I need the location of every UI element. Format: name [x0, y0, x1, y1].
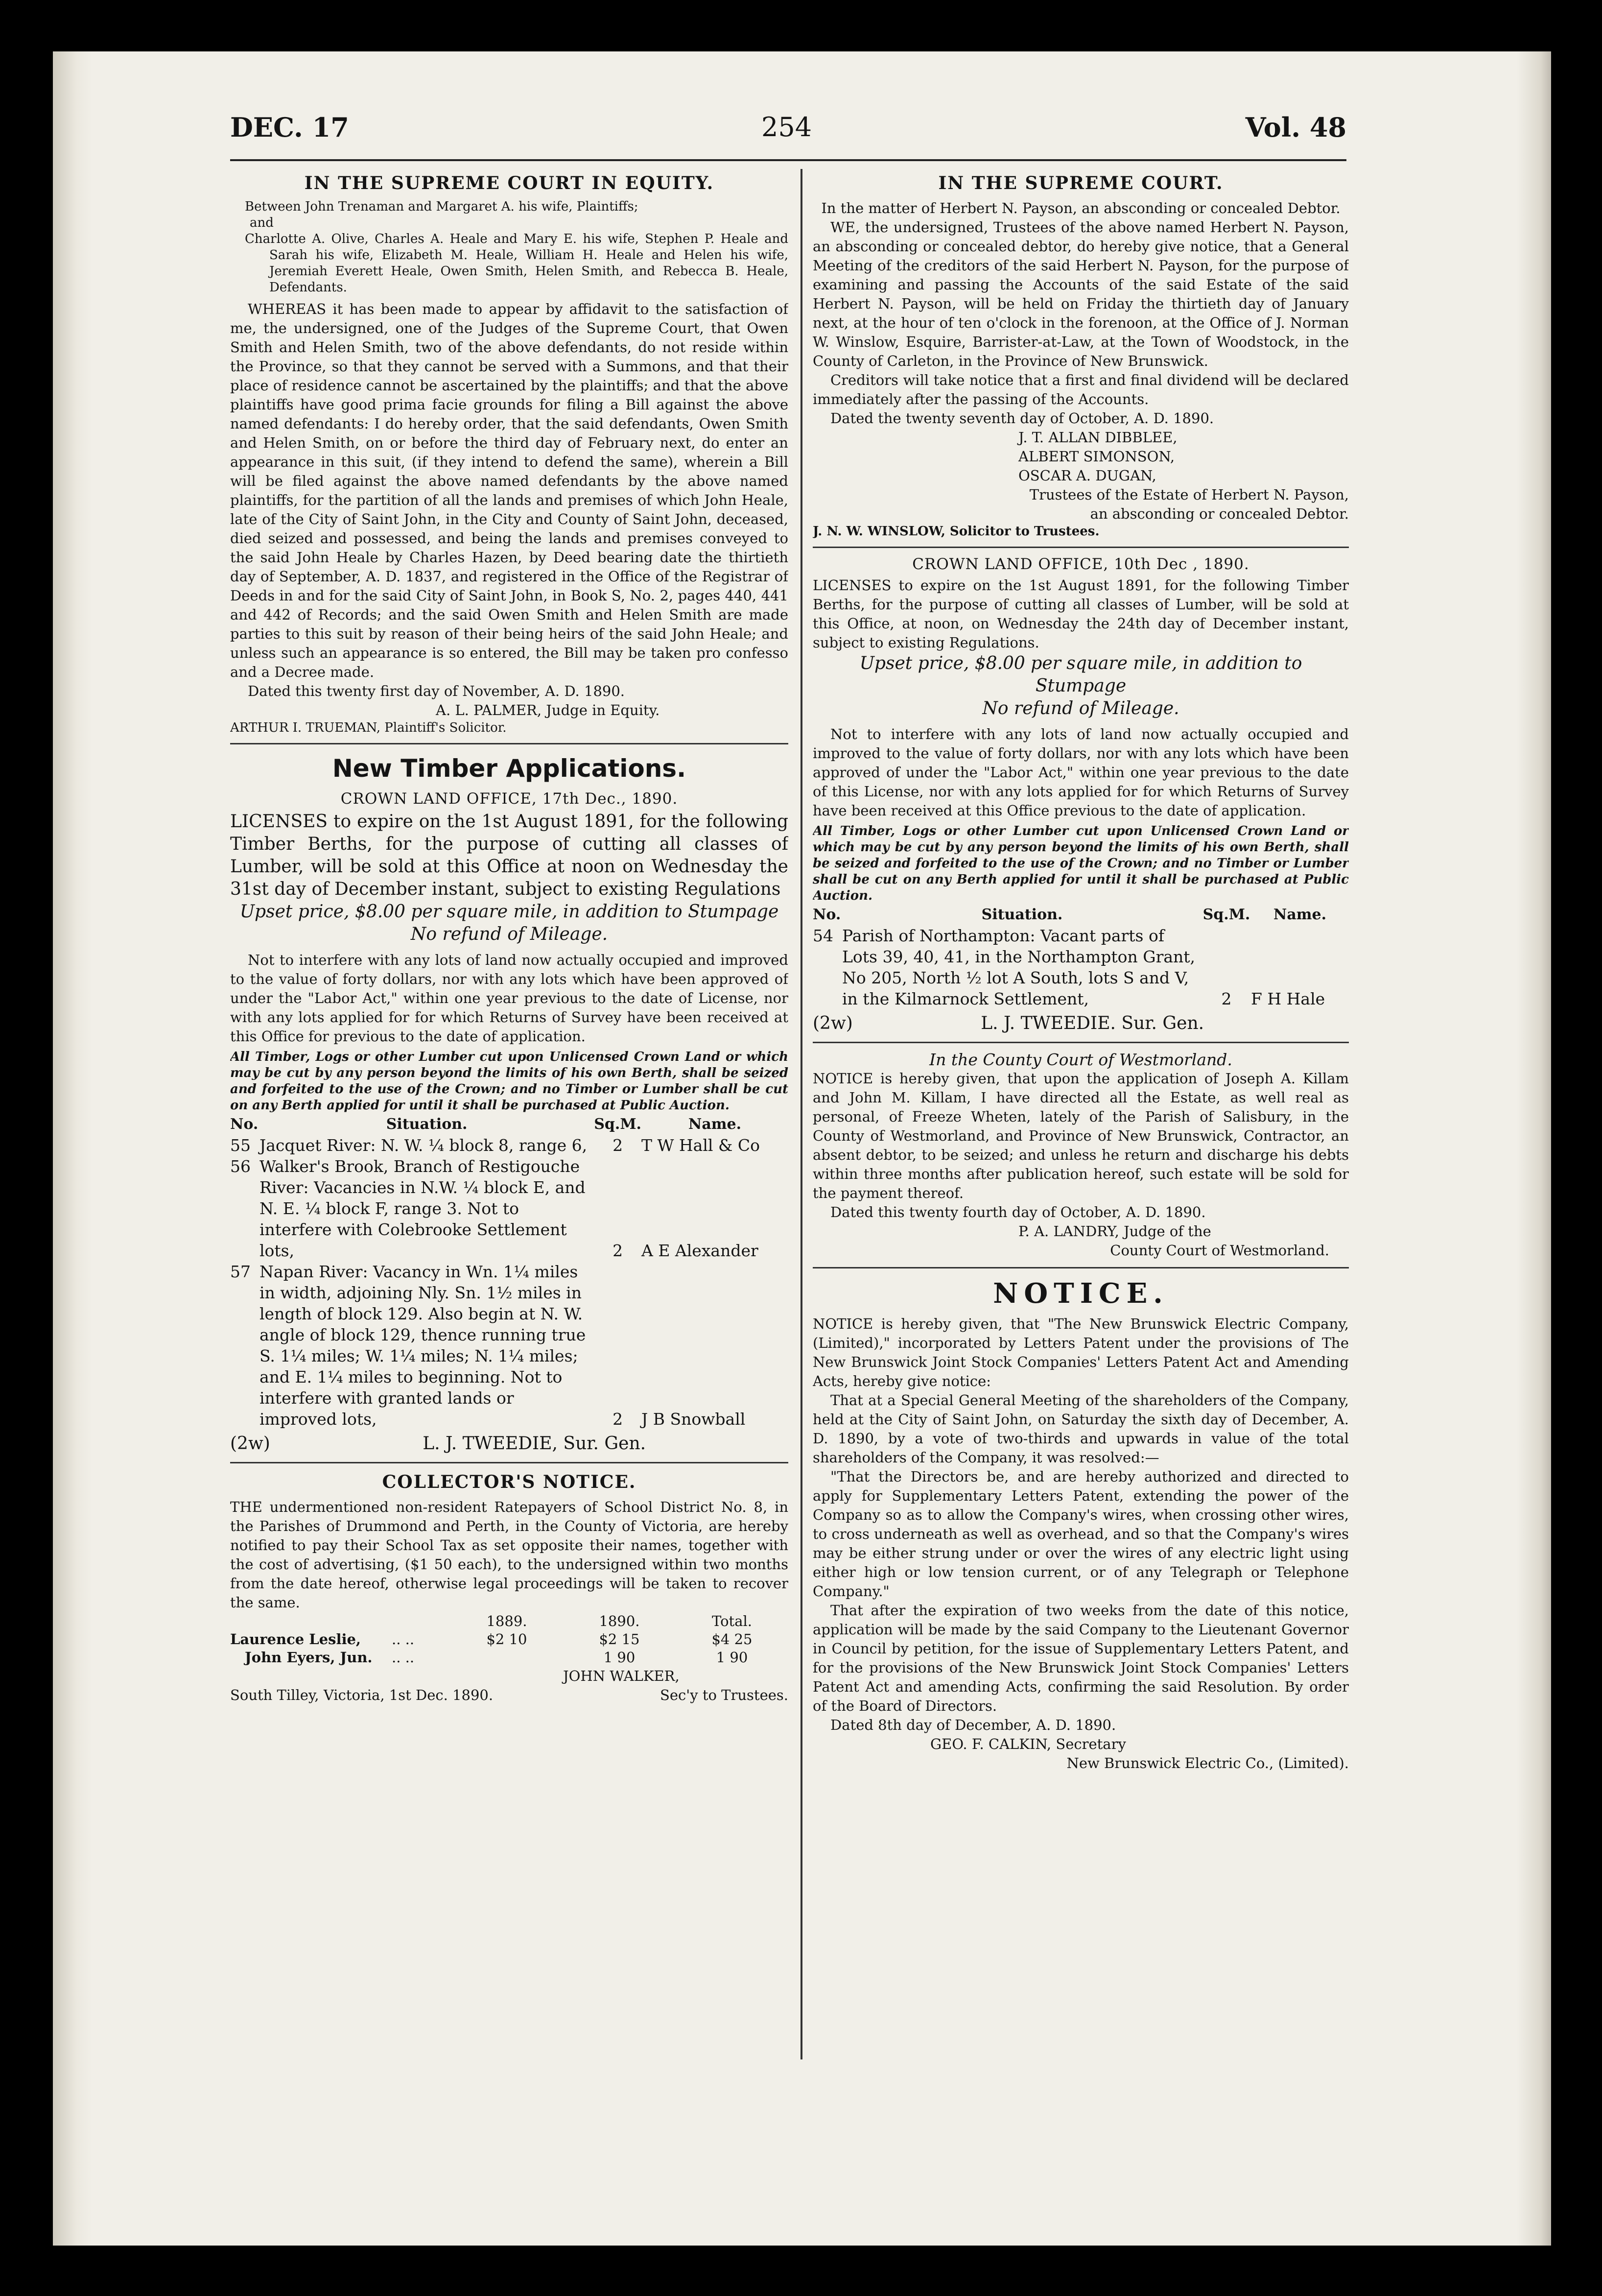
col-name: Name.: [1273, 906, 1327, 923]
westmorland-dated: Dated this twenty fourth day of October, A. D. 1890.: [830, 1204, 1206, 1220]
table-header-row: [813, 904, 1349, 925]
notice-resolution: "That the Directors be, and are hereby authorized and directed to apply for Supplementary Letters Patent, extending the power of the Company so as to allow the Company's wires, when crossing other wires, to cross underneath as well as overhead, and so that the Company's wires may be either strung under or over the wires of any electric light using either high or low tension current, or of any Telegraph or Telephone Company.": [813, 1468, 1349, 1600]
tax-row: [230, 1630, 788, 1649]
column-divider: [801, 169, 802, 2059]
timber-tag: (2w): [230, 1434, 270, 1454]
timber-upset-price: Upset price, $8.00 per square mile, in addition to Stumpage: [239, 902, 779, 922]
equity-signature: A. L. PALMER, Judge in Equity.: [436, 702, 660, 718]
col-no: No.: [813, 906, 841, 923]
collector-heading: COLLECTOR'S NOTICE.: [382, 1472, 636, 1492]
crown-mileage: No refund of Mileage.: [982, 698, 1179, 718]
section-rule: [813, 547, 1349, 548]
col-no: No.: [230, 1116, 259, 1133]
row-sqm: 2: [613, 1410, 623, 1429]
tax-1889: $2 10: [486, 1631, 527, 1648]
row-situation: Walker's Brook, Branch of Restigouche River: Vacancies in N.W. ¼ block E, and N. E. ¼ block F, range 3. Not to interfere with Colebrooke Settlement lots,: [259, 1157, 586, 1260]
trustee-name: OSCAR A. DUGAN,: [1018, 467, 1156, 484]
page-edge-shadow: [1517, 51, 1551, 2246]
equity-dated: Dated this twenty first day of November, A. D. 1890.: [248, 683, 625, 699]
equity-solicitor: ARTHUR I. TRUEMAN, Plaintiff's Solicitor.: [230, 720, 507, 735]
notice-heading: NOTICE.: [993, 1277, 1169, 1310]
westmorland-signature-2: County Court of Westmorland.: [1110, 1242, 1329, 1259]
col-name: Name.: [688, 1116, 742, 1133]
tax-name: John Eyers, Jun.: [245, 1649, 373, 1666]
notice-signature-2: New Brunswick Electric Co., (Limited).: [1066, 1755, 1349, 1771]
notice-after: That after the expiration of two weeks from the date of this notice, application will be made by the said Company to the Lieutenant Governor in Council by petition, for the issue of Supplementary Letters Patent, and for the provisions of the New Brunswick Joint Stock Companies' Letters Patent Act and amending Acts, confirming the said Resolution. By order of the Board of Directors.: [813, 1602, 1349, 1714]
section-rule: [230, 1462, 788, 1463]
crown-all-timber: All Timber, Logs or other Lumber cut upon Unlicensed Crown Land or which may be cut by any person beyond the limits of his own Berth, shall be seized and forfeited to the use of the Crown; and no Timber or Lumber shall be cut on any Berth applied for until it shall be purchased at Public Auction.: [813, 824, 1349, 903]
trustee-name: ALBERT SIMONSON,: [1018, 448, 1175, 465]
row-sqm: 2: [613, 1136, 623, 1155]
col-sqm: Sq.M.: [594, 1116, 641, 1133]
section-rule: [813, 1267, 1349, 1268]
tax-name: Laurence Leslie,: [230, 1631, 361, 1648]
supreme-trustees-of-2: an absconding or concealed Debtor.: [1090, 505, 1349, 522]
tax-header-row: [230, 1612, 788, 1630]
timber-heading: New Timber Applications.: [332, 754, 686, 783]
crown-signature-line: [813, 1012, 1349, 1035]
tax-1889: [450, 1649, 563, 1667]
tax-total: $4 25: [711, 1631, 753, 1648]
timber-applications: [230, 751, 788, 1455]
timber-signature-line: [230, 1433, 788, 1455]
collector-place-line: [230, 1686, 788, 1705]
notice-body: NOTICE is hereby given, that "The New Brunswick Electric Company, (Limited)," incorporated by Letters Patent under the provisions of The New Brunswick Joint Stock Companies' Letters Patent Act and Amending Acts, hereby give notice:: [813, 1315, 1349, 1389]
row-name: A E Alexander: [641, 1241, 758, 1260]
crown-intro: LICENSES to expire on the 1st August 1891, for the following Timber Berths, for the purpose of cutting all classes of Lumber, will be sold at this Office, at noon, on Wednesday the 24th day of December instant, subject to existing Regulations.: [813, 577, 1349, 651]
crown-office: CROWN LAND OFFICE, 10th Dec , 1890.: [912, 555, 1249, 573]
page-spine-shadow: [53, 51, 92, 2246]
header-rule: [230, 159, 1346, 161]
tax-col-total: Total.: [712, 1613, 752, 1629]
collector-title: Sec'y to Trustees.: [660, 1687, 788, 1703]
row-name: J B Snowball: [641, 1410, 746, 1429]
tax-1890: $2 15: [599, 1631, 640, 1648]
supreme-heading: IN THE SUPREME COURT.: [938, 173, 1224, 193]
col-sqm: Sq.M.: [1202, 906, 1250, 923]
crown-tag: (2w): [813, 1013, 853, 1033]
trustee-name: J. T. ALLAN DIBBLEE,: [1018, 429, 1178, 446]
equity-notice: [230, 171, 788, 736]
page-header: [230, 100, 1346, 164]
row-sqm: 2: [613, 1241, 623, 1260]
westmorland-body: NOTICE is hereby given, that upon the application of Joseph A. Killam and John M. Killam, I have directed all the Estate, as well real as personal, of Freeze Wheten, lately of the Parish of Salisbury, in the County of Westmorland, and Province of New Brunswick, Contractor, an absent debtor, to be seized; and unless he return and discharge his debts within three months after publication hereof, such estate will be sold for the payment thereof.: [813, 1070, 1349, 1201]
timber-table: [230, 1114, 788, 1430]
supreme-trustees-of: Trustees of the Estate of Herbert N. Payson,: [1029, 486, 1349, 503]
notice-meeting: That at a Special General Meeting of the shareholders of the Company, held at the City of Saint John, on Saturday the sixth day of December, A. D. 1890, by a vote of two-thirds and upwards in value of the total shareholders of the Company, it was resolved:—: [813, 1392, 1349, 1466]
collectors-notice: [230, 1470, 788, 1705]
equity-and: and: [250, 215, 274, 230]
electric-company-notice: [813, 1275, 1349, 1773]
table-row: [813, 925, 1349, 1009]
collector-place: South Tilley, Victoria, 1st Dec. 1890.: [230, 1687, 494, 1703]
section-rule: [230, 743, 788, 744]
right-column: [813, 167, 1349, 2116]
tax-row: [230, 1649, 788, 1667]
timber-office: CROWN LAND OFFICE, 17th Dec., 1890.: [340, 790, 678, 808]
timber-all-timber: All Timber, Logs or other Lumber cut upon Unlicensed Crown Land or which may be cut by any person beyond the limits of his own Berth, shall be seized and forfeited to the use of the Crown; and no Timber or Lumber shall be cut on any Berth applied for until it shall be purchased at Public Auction.: [230, 1050, 788, 1113]
tax-table: [230, 1612, 788, 1667]
row-no: 54: [813, 926, 833, 945]
supreme-solicitor: J. N. W. WINSLOW, Solicitor to Trustees.: [813, 524, 1100, 539]
tax-col-1890: 1890.: [599, 1613, 640, 1629]
supreme-court-notice: [813, 171, 1349, 540]
supreme-creditors: Creditors will take notice that a first and final dividend will be declared immediately after the passing of the Accounts.: [813, 372, 1349, 407]
supreme-body: WE, the undersigned, Trustees of the above named Herbert N. Payson, an absconding or concealed debtor, do hereby give notice, that a General Meeting of the creditors of the said Herbert N. Payson, for the purpose of examining and passing the Accounts of the said Estate of the said Herbert N. Payson, will be held on Friday the thirtieth day of January next, at the hour of ten o'clock in the forenoon, at the Office of J. Norman W. Winslow, Esquire, Barrister-at-Law, at the Town of Woodstock, in the County of Carleton, in the Province of New Brunswick.: [813, 219, 1349, 369]
row-name: F H Hale: [1251, 989, 1325, 1008]
crown-not-interfere: Not to interfere with any lots of land now actually occupied and improved to the value of forty dollars, nor with any lots which have been approved of under the "Labor Act," within one year previous to the date of this License, nor with any lots applied for for which Returns of Survey have been received at this Office previous to the date of application.: [813, 726, 1349, 819]
left-column: [230, 167, 788, 2116]
row-situation: Parish of Northampton: Vacant parts of Lots 39, 40, 41, in the Northampton Grant, No 205, North ½ lot A South, lots S and V, in the Kilmarnock Settlement,: [842, 926, 1196, 1008]
timber-mileage: No refund of Mileage.: [410, 924, 608, 944]
tax-total: 1 90: [716, 1649, 748, 1666]
row-situation: Napan River: Vacancy in Wn. 1¼ miles in width, adjoining Nly. Sn. 1½ miles in length of block 129. Also begin at N. W. angle of block 129, thence running true S. 1¼ miles; W. 1¼ miles; N. 1¼ miles; and E. 1¼ miles to beginning. Not to interfere with granted lands or improved lots,: [259, 1262, 586, 1429]
crown-signature: L. J. TWEEDIE. Sur. Gen.: [981, 1013, 1204, 1033]
supreme-dated: Dated the twenty seventh day of October, A. D. 1890.: [830, 410, 1214, 427]
row-no: 55: [230, 1136, 251, 1155]
tax-col-1889: 1889.: [486, 1613, 527, 1629]
crown-upset-price: Upset price, $8.00 per square mile, in addition to Stumpage: [859, 653, 1302, 696]
equity-between: Between John Trenaman and Margaret A. his wife, Plaintiffs;: [245, 199, 638, 214]
timber-signature: L. J. TWEEDIE, Sur. Gen.: [423, 1434, 646, 1454]
supreme-matter: In the matter of Herbert N. Payson, an absconding or concealed Debtor.: [821, 200, 1341, 216]
tax-dots: .. ..: [392, 1631, 415, 1648]
row-name: T W Hall & Co: [641, 1136, 760, 1155]
equity-body: WHEREAS it has been made to appear by affidavit to the satisfaction of me, the undersigned, one of the Judges of the Supreme Court, that Owen Smith and Helen Smith, two of the above defendants, do not reside within the Province, so that they cannot be served with a Summons, and that their place of residence cannot be ascertained by the plaintiffs; and that the above plaintiffs have good prima facie grounds for filing a Bill against the above named defendants: I do hereby order, that the said defendants, Owen Smith and Helen Smith, on or before the third day of February next, do enter an appearance in this suit, (if they intend to defend the same), wherein a Bill will be filed against the above named defendants by the above named plaintiffs, for the partition of all the lands and premises of which John Heale, late of the City of Saint John, in the City and County of Saint John, deceased, died seized and possessed, and being the lands and premises conveyed to the said John Heale by Charles Hazen, by Deed bearing date the thirtieth day of September, A. D. 1837, and registered in the Office of the Registrar of Deeds in and for the said City of Saint John, in Book S, No. 2, pages 440, 441 and 442 of Records; and the said Owen Smith and Helen Smith are made parties to this suit by reason of their being heirs of the said John Heale; and unless such an appearance is so entered, the Bill may be taken pro confesso and a Decree made.: [230, 301, 788, 680]
crown-table: [813, 904, 1349, 1009]
collector-body: THE undermentioned non-resident Ratepayers of School District No. 8, in the Parishes of Drummond and Perth, in the County of Victoria, are hereby notified to pay their School Tax as set opposite their names, together with the cost of advertising, ($1 50 each), to the undersigned within two months from the date hereof, otherwise legal proceedings will be taken to recover the same.: [230, 1499, 788, 1611]
timber-not-interfere: Not to interfere with any lots of land now actually occupied and improved to the value of forty dollars, nor with any lots which have been approved of under the "Labor Act," within one year previous to the date of License, nor with any lots applied for for which Returns of Survey have been received at this Office for previous to the date of application.: [230, 952, 788, 1045]
equity-defendants: Charlotte A. Olive, Charles A. Heale and Mary E. his wife, Stephen P. Heale and Sarah his wife, Elizabeth M. Heale, William H. Heale and Helen his wife, Jeremiah Everett Heale, Owen Smith, Helen Smith, and Rebecca B. Heale, Defendants.: [245, 232, 788, 295]
row-situation: Jacquet River: N. W. ¼ block 8, range 6,: [259, 1136, 588, 1155]
notice-dated: Dated 8th day of December, A. D. 1890.: [830, 1717, 1116, 1733]
crown-land-notice: [813, 555, 1349, 1035]
notice-signature: GEO. F. CALKIN, Secretary: [930, 1736, 1126, 1752]
westmorland-heading: In the County Court of Westmorland.: [929, 1050, 1232, 1069]
table-header-row: [230, 1114, 788, 1135]
row-no: 56: [230, 1157, 251, 1176]
westmorland-notice: [813, 1050, 1349, 1260]
table-row: [230, 1156, 788, 1261]
timber-intro: LICENSES to expire on the 1st August 1891, for the following Timber Berths, for the purpose of cutting all classes of Lumber, will be sold at this Office at noon on Wednesday the 31st day of December instant, subject to existing Regulations: [230, 812, 788, 899]
table-row: [230, 1135, 788, 1156]
page-number: 254: [761, 112, 812, 143]
collector-signature: JOHN WALKER,: [563, 1668, 680, 1684]
tax-1890: 1 90: [603, 1649, 636, 1666]
row-no: 57: [230, 1262, 251, 1281]
equity-heading: IN THE SUPREME COURT IN EQUITY.: [304, 173, 714, 193]
header-date: DEC. 17: [230, 112, 349, 143]
section-rule: [813, 1042, 1349, 1043]
col-situation: Situation.: [386, 1116, 468, 1133]
westmorland-signature: P. A. LANDRY, Judge of the: [1018, 1223, 1211, 1240]
tax-dots: .. ..: [392, 1649, 415, 1666]
row-sqm: 2: [1221, 989, 1232, 1008]
header-volume: Vol. 48: [1245, 112, 1346, 143]
col-situation: Situation.: [981, 906, 1063, 923]
table-row: [230, 1261, 788, 1430]
